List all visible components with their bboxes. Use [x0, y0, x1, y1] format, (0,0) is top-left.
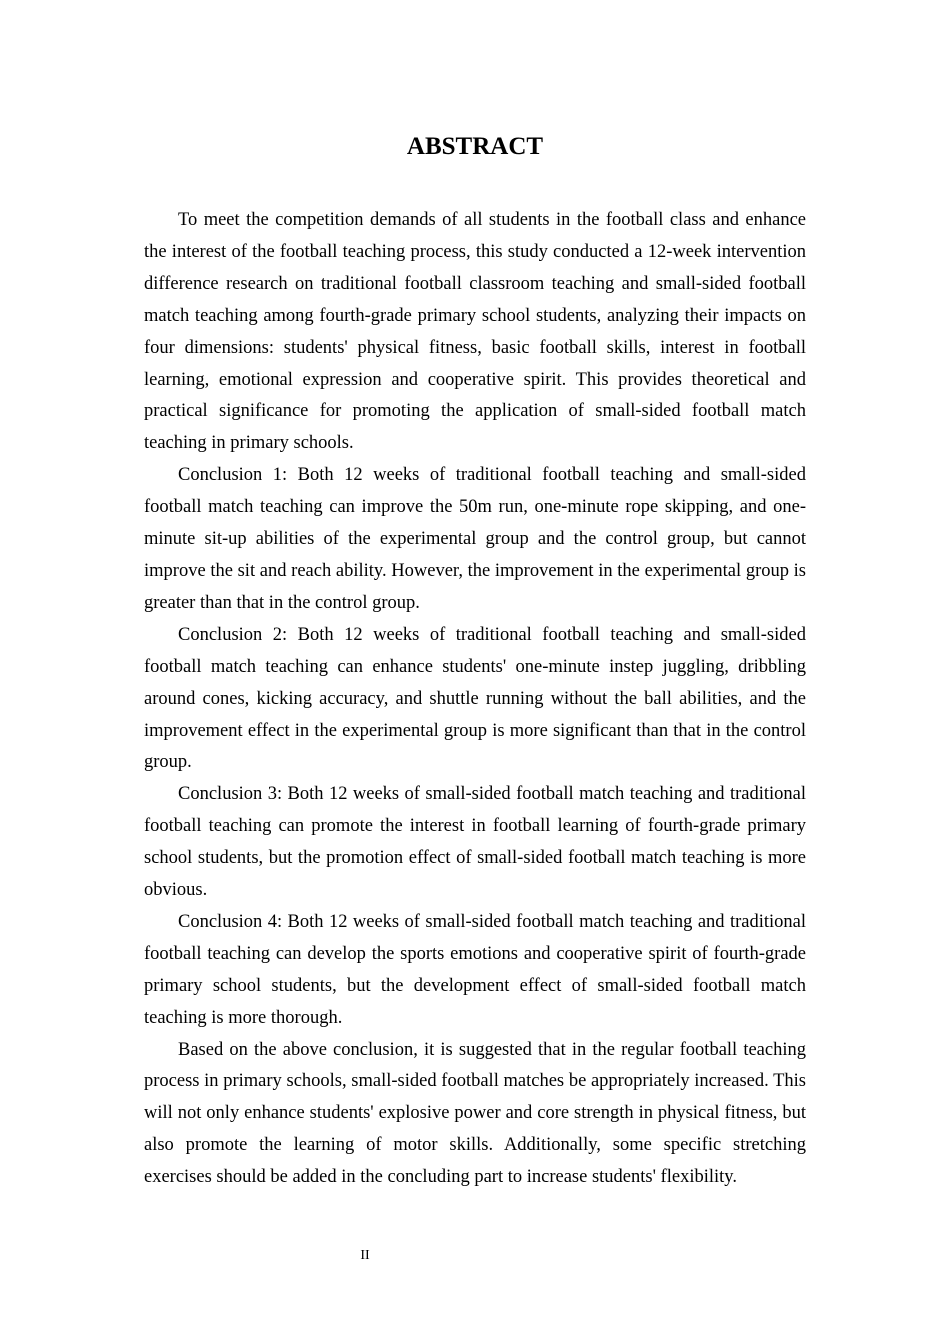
abstract-paragraph-suggestion: Based on the above conclusion, it is suggested that in the regular football teaching process in primary schools, small-sided football matches be appropriately increased. This will not only enhance students' explosive power and core strength in physical fitness, but also promote the learning of motor skills. Additionally, some specific stretching exercises should be added in the concluding part to increase students' flexibility.: [144, 1039, 806, 1188]
abstract-paragraph-conclusion-1: Conclusion 1: Both 12 weeks of traditional football teaching and small-sided football match teaching can improve the 50m run, one-minute rope skipping, and one-minute sit-up abilities of the experimental group and the control group, but cannot improve the sit and reach ability. However, the improvement in the experimental group is greater than that in the control group.: [144, 465, 806, 613]
abstract-body: [144, 205, 806, 1194]
abstract-paragraph-conclusion-2: Conclusion 2: Both 12 weeks of traditional football teaching and small-sided football match teaching can enhance students' one-minute instep juggling, dribbling around cones, kicking accuracy, and shuttle running without the ball abilities, and the improvement effect in the experimental group is more significant than that in the control group.: [144, 624, 806, 773]
abstract-paragraph-conclusion-4: Conclusion 4: Both 12 weeks of small-sided football match teaching and traditional football teaching can develop the sports emotions and cooperative spirit of fourth-grade primary school students, but the development effect of small-sided football match teaching is more thorough.: [144, 911, 806, 1028]
abstract-paragraph-intro: To meet the competition demands of all students in the football class and enhance the interest of the football teaching process, this study conducted a 12-week intervention difference research on traditional football classroom teaching and small-sided football match teaching among fourth-grade primary school students, analyzing their impacts on four dimensions: students' physical fitness, basic football skills, interest in football learning, emotional expression and cooperative spirit. This provides theoretical and practical significance for promoting the application of small-sided football match teaching in primary schools.: [144, 210, 806, 454]
abstract-paragraph-conclusion-3: Conclusion 3: Both 12 weeks of small-sided football match teaching and traditional football teaching can promote the interest in football learning of fourth-grade primary school students, but the promotion effect of small-sided football match teaching is more obvious.: [144, 784, 806, 901]
abstract-title: ABSTRACT: [406, 133, 544, 160]
page-number: II: [360, 1248, 370, 1263]
